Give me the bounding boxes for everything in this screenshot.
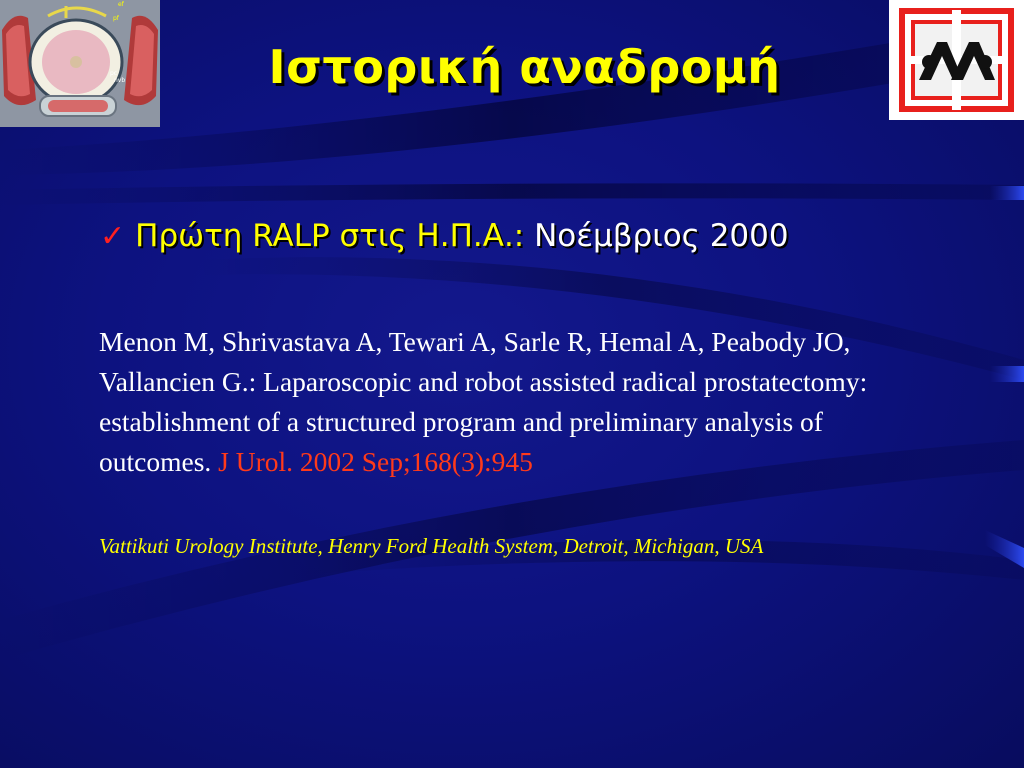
reference-text: Menon M, Shrivastava A, Tewari A, Sarle R, Hemal A, Peabody JO, Vallancien G.: Laparoscopic and robot assisted radical prostatectomy: establishment of a structured program and preliminary analysis of outcomes. — [99, 326, 868, 477]
bullet-value: Νοέμβριος 2000 — [534, 218, 789, 254]
reference-citation — [99, 322, 939, 482]
anatomy-cross-section-illustration — [0, 0, 160, 127]
label-nvb: nvb — [114, 77, 126, 84]
checkmark-icon: ✓ — [100, 219, 126, 254]
reference-journal: J Urol. 2002 Sep;168(3):945 — [218, 446, 533, 477]
slide-title: Ιστορική αναδρομή — [268, 40, 781, 94]
label-ef: ef — [118, 1, 124, 8]
label-pf: pf — [113, 15, 119, 22]
society-logo — [889, 0, 1024, 120]
affiliation-text: Vattikuti Urology Institute, Henry Ford Health System, Detroit, Michigan, USA — [99, 534, 764, 558]
bullet-label: Πρώτη RALP στις Η.Π.Α.: — [135, 218, 525, 254]
label-pc: pc — [110, 70, 118, 77]
bullet-item — [100, 218, 789, 254]
